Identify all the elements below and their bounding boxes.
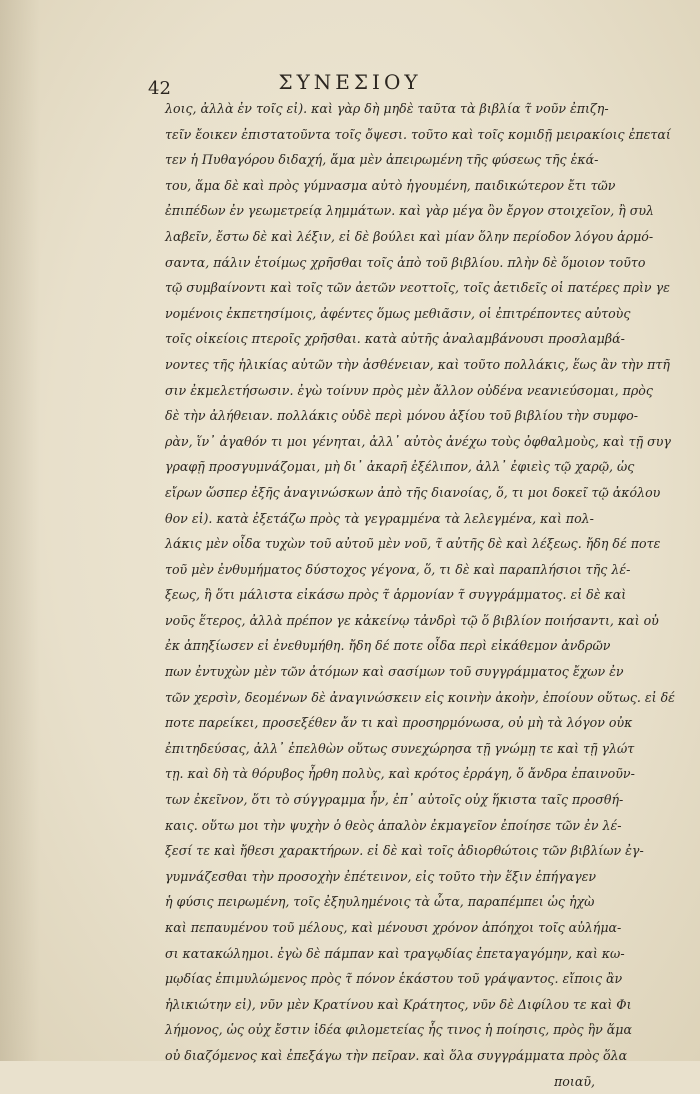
running-head: ΣΥΝΕΣΙΟΥ [278, 70, 422, 94]
text-line: ρὰν, ἵν᾿ ἀγαθόν τι μοι γένηται, ἀλλ᾿ αὐτὸς ἀνέχω τοὺς ὀφθαλμοὺς, καὶ τῇ συγ [165, 433, 671, 449]
text-line: καὶ πεπαυμένου τοῦ μέλους, καὶ μένουσι χρόνον ἀπόηχοι τοῖς αὐλήμα- [165, 920, 622, 935]
text-line: γραφῇ προσγυμνάζομαι, μὴ δι᾿ ἀκαρῆ ἐξέλιπον, ἀλλ᾿ ἐφιεὶς τῷ χαρῷ, ὡς [165, 459, 635, 475]
text-line: τοῦ μὲν ἐνθυμήματος δύστοχος γέγονα, ὅ, τι δὲ καὶ παραπλήσιοι τῆς λέ- [165, 561, 631, 577]
text-line: νοντες τῆς ἡλικίας αὐτῶν τὴν ἀσθένειαν, καὶ τοῦτο πολλάκις, ἕως ἂν τὴν πτῆ [165, 356, 670, 372]
text-line: νομένοις ἐκπετησίμοις, ἀφέντες ὅμως μεθιᾶσιν, οἱ ἐπιτρέποντες αὐτοὺς [165, 305, 631, 321]
text-line: πων ἐντυχὼν μὲν τῶν ἀτόμων καὶ σασίμων τοῦ συγγράμματος ἔχων ἐν [165, 664, 624, 680]
text-line: λάκις μὲν οἶδα τυχὼν τοῦ αὐτοῦ μὲν νοῦ, τ̃ αὐτῆς δὲ καὶ λέξεως. ἤδη δέ ποτε [165, 536, 661, 552]
text-line: μῳδίας ἐπιμυλώμενος πρὸς τ̃ πόνον ἑκάστου τοῦ γράψαντος. εἴποις ἂν [165, 971, 623, 987]
text-line: εἴρων ὥσπερ ἐξῆς ἀναγινώσκων ἀπὸ τῆς διανοίας, ὅ, τι μοι δοκεῖ τῷ ἀκόλου [165, 484, 661, 500]
text-line: λήμονος, ὡς οὐχ ἔστιν ἰδέα φιλομετείας ἧς τινος ἡ ποίησις, πρὸς ἣν ἅμα [165, 1022, 632, 1038]
text-line: νοῦς ἕτερος, ἀλλὰ πρέπον γε κἀκείνῳ τἀνδρὶ τῷ ὅ βιβλίον ποιήσαντι, καὶ οὐ [165, 612, 659, 628]
text-block [165, 96, 675, 1094]
text-line: σι κατακώλημοι. ἐγὼ δὲ πάμπαν καὶ τραγῳδίας ἐπεταγαγόμην, καὶ κω- [165, 945, 625, 961]
text-line: ποιαῦ, [554, 1073, 595, 1089]
text-line: ξεως, ἢ ὅτι μάλιστα εἰκάσω πρὸς τ̃ ἁρμονίαν τ̃ συγγράμματος. εἰ δὲ καὶ [165, 587, 627, 603]
text-line: ἐπιτηδεύσας, ἀλλ᾿ ἐπελθὼν οὕτως συνεχώρησα τῇ γνώμῃ τε καὶ τῇ γλώτ [165, 740, 635, 756]
text-line: θον εἰ). κατὰ ἐξετάζω πρὸς τὰ γεγραμμένα τὰ λελεγμένα, καὶ πολ- [165, 510, 594, 526]
text-line: λαβεῖν, ἔστω δὲ καὶ λέξιν, εἰ δὲ βούλει καὶ μίαν ὅλην περίοδον λόγου ἁρμό- [165, 228, 654, 244]
text-line: οὐ διαζόμενος καὶ ἐπεξάγω τὴν πεῖραν. καὶ ὅλα συγγράμματα πρὸς ὅλα [165, 1047, 628, 1063]
text-line: τῶν χερσὶν, δεομένων δὲ ἀναγινώσκειν εἰς κοινὴν ἀκοὴν, ἐποίουν οὕτως. εἰ δέ [165, 689, 675, 705]
text-line: γυμνάζεσθαι τὴν προσοχὴν ἐπέτεινον, εἰς τοῦτο τὴν ἕξιν ἐπήγαγεν [165, 868, 597, 884]
text-line: τεῖν ἔοικεν ἐπιστατοῦντα τοῖς ὄψεσι. τοῦτο καὶ τοῖς κομιδῇ μειρακίοις ἐπεταί [165, 126, 671, 142]
text-line: ἡλικιώτην εἰ), νῦν μὲν Κρατίνου καὶ Κράτητος, νῦν δὲ Διφίλου τε καὶ Φι [165, 996, 632, 1012]
text-line: των ἐκεῖνον, ὅτι τὸ σύγγραμμα ἦν, ἐπ᾿ αὐτοῖς οὐχ ἥκιστα ταῖς προσθή- [165, 792, 624, 808]
text-line: καις. οὕτω μοι τὴν ψυχὴν ὁ θεὸς ἁπαλὸν ἐκμαγεῖον ἐποίησε τῶν ἐν λέ- [165, 817, 622, 833]
text-line: τῷ συμβαίνοντι καὶ τοῖς τῶν ἀετῶν νεοττοῖς, τοῖς ἀετιδεῖς οἱ πατέρες πρὶν γε [165, 280, 670, 296]
binding-shadow [0, 0, 40, 1061]
text-line: ἐπιπέδων ἐν γεωμετρείᾳ λημμάτων. καὶ γὰρ μέγα ὂν ἔργον στοιχεῖον, ἢ συλ [165, 203, 655, 219]
text-line: σιν ἐκμελετήσωσιν. ἐγὼ τοίνυν πρὸς μὲν ἄλλον οὐδένα νεανιεύσομαι, πρὸς [165, 382, 653, 398]
text-line: λοις, ἀλλὰ ἐν τοῖς εἰ). καὶ γὰρ δὴ μηδὲ ταῦτα τὰ βιβλία τ̃ νοῦν ἐπιζη- [165, 101, 609, 116]
text-line: σαντα, πάλιν ἑτοίμως χρῆσθαι τοῖς ἀπὸ τοῦ βιβλίου. πλὴν δὲ ὅμοιον τοῦτο [165, 254, 646, 270]
text-line: δὲ τὴν ἀλήθειαν. πολλάκις οὐδὲ περὶ μόνου ἀξίου τοῦ βιβλίου τὴν συμφο- [165, 408, 638, 424]
text-line: ἡ φύσις πειρωμένη, τοῖς ἐξηυλημένοις τὰ ὦτα, παραπέμπει ὡς ἠχὼ [165, 894, 595, 910]
text-line: του, ἅμα δὲ καὶ πρὸς γύμνασμα αὐτὸ ἡγουμένη, παιδικώτερον ἔτι τῶν [165, 177, 616, 193]
text-line: ἐκ ἀπηξίωσεν εἰ ἐνεθυμήθη. ἤδη δέ ποτε οἶδα περὶ εἰκάθεμον ἀνδρῶν [165, 638, 611, 654]
page-number: 42 [148, 78, 171, 99]
text-line: ποτε παρείκει, προσεξέθεν ἄν τι καὶ προσηρμόνωσα, οὐ μὴ τὰ λόγον οὐκ [165, 715, 633, 731]
text-line: τεν ἡ Πυθαγόρου διδαχή, ἅμα μὲν ἀπειρωμένη τῆς φύσεως τῆς ἑκά- [165, 152, 599, 168]
text-line: τοῖς οἰκείοις πτεροῖς χρῆσθαι. κατὰ αὐτῆς ἀναλαμβάνουσι προσλαμβά- [165, 331, 625, 347]
text-line: τῃ. καὶ δὴ τὰ θόρυβος ἦρθη πολὺς, καὶ κρότος ἐρράγη, ὅ ἄνδρα ἐπαινοῦν- [165, 766, 635, 782]
text-line: ξεσί τε καὶ ἤθεσι χαρακτήρων. εἰ δὲ καὶ τοῖς ἀδιορθώτοις τῶν βιβλίων ἐγ- [165, 843, 644, 859]
